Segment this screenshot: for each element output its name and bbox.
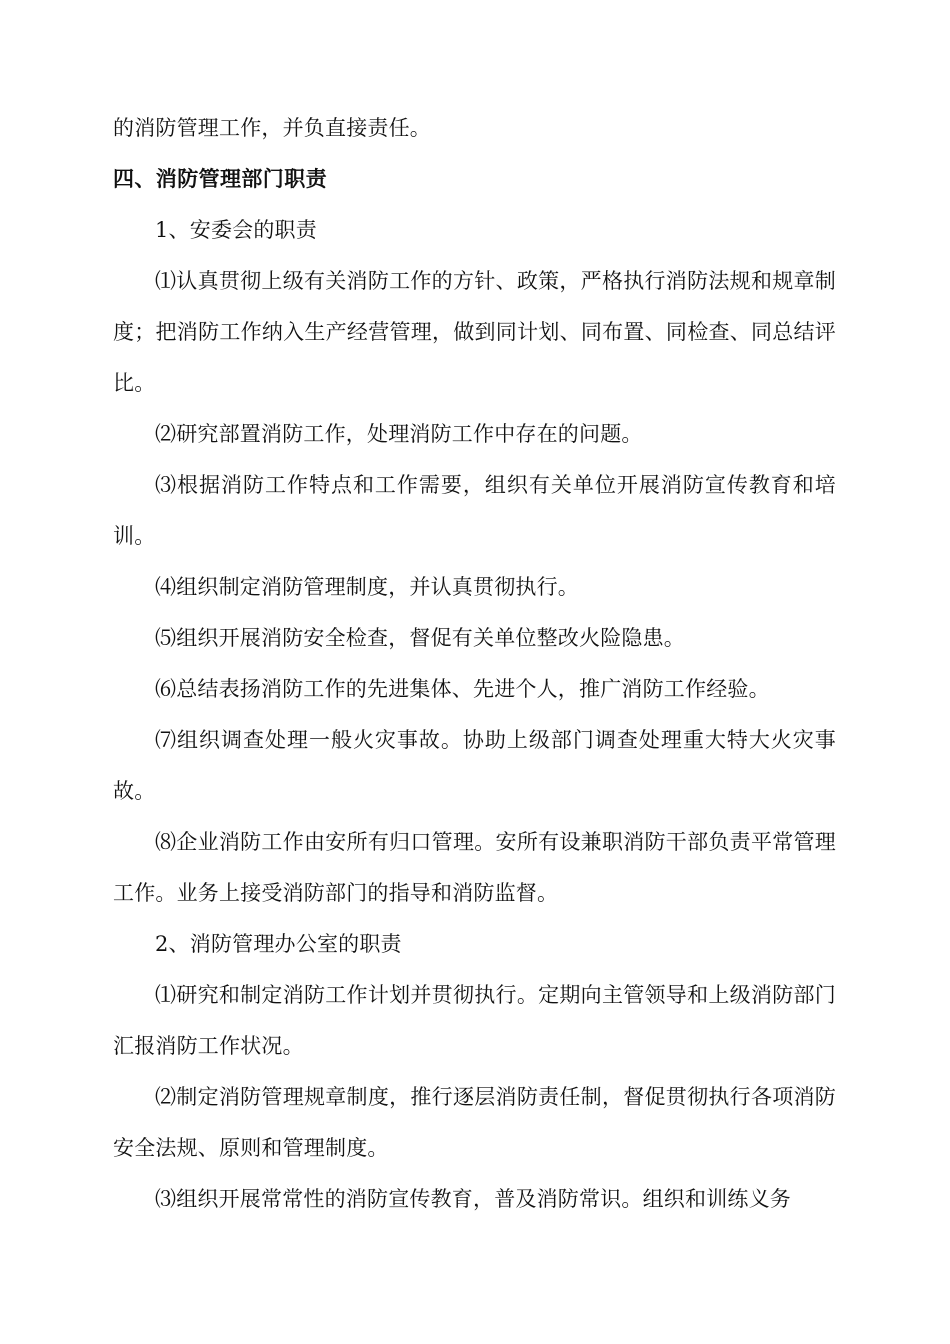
section-heading: 四、消防管理部门职责 (113, 167, 327, 191)
subsection-heading-fire-office: 2、消防管理办公室的职责 (155, 932, 402, 956)
document-body (113, 103, 836, 1225)
duty-item-1: ⑴认真贯彻上级有关消防工作的方针、政策，严格执行消防法规和规章制度；把消防工作纳入生产经营管理，做到同计划、同布置、同检查、同总结评比。 (113, 269, 836, 395)
duty-item-7: ⑺组织调查处理一般火灾事故。协助上级部门调查处理重大特大火灾事故。 (113, 728, 836, 803)
duty-item-5: ⑸组织开展消防安全检查，督促有关单位整改火险隐患。 (155, 626, 685, 650)
duty-item-6: ⑹总结表扬消防工作的先进集体、先进个人，推广消防工作经验。 (155, 677, 770, 701)
office-duty-item-3: ⑶组织开展常常性的消防宣传教育，普及消防常识。组织和训练义务 (155, 1187, 791, 1211)
paragraph-continuation: 的消防管理工作，并负直接责任。 (113, 116, 431, 140)
office-duty-item-2: ⑵制定消防管理规章制度，推行逐层消防责任制，督促贯彻执行各项消防安全法规、原则和管理制度。 (113, 1085, 836, 1160)
duty-item-4: ⑷组织制定消防管理制度，并认真贯彻执行。 (155, 575, 579, 599)
subsection-heading-safety-committee: 1、安委会的职责 (155, 218, 317, 242)
office-duty-item-1: ⑴研究和制定消防工作计划并贯彻执行。定期向主管领导和上级消防部门汇报消防工作状况。 (113, 983, 836, 1058)
duty-item-2: ⑵研究部置消防工作，处理消防工作中存在的问题。 (155, 422, 643, 446)
duty-item-8: ⑻企业消防工作由安所有归口管理。安所有设兼职消防干部负责平常管理工作。业务上接受消防部门的指导和消防监督。 (113, 830, 836, 905)
duty-item-3: ⑶根据消防工作特点和工作需要，组织有关单位开展消防宣传教育和培训。 (113, 473, 836, 548)
